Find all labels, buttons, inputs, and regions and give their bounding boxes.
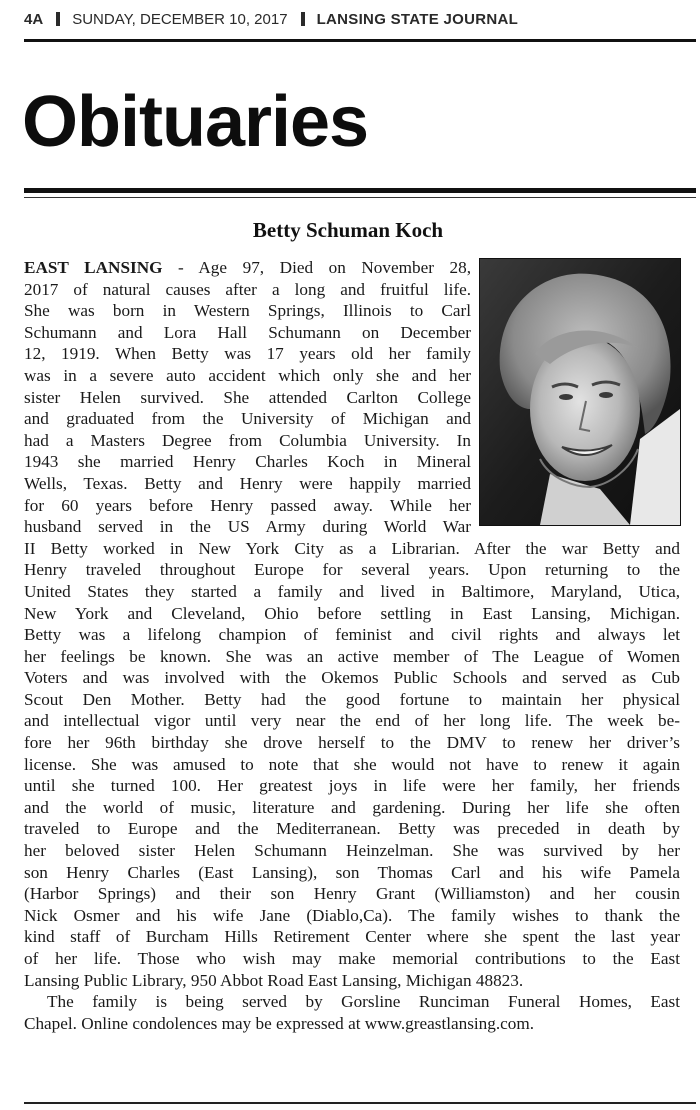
obituary-line: (Harbor Springs) and their son Henry Grant (Williamston) and her cousin (24, 884, 680, 904)
obituary-line: and the world of music, literature and gardening. During her life she often (24, 797, 680, 817)
bottom-rule (24, 1102, 696, 1104)
obituary-line: Chapel. Online condolences may be expressed at www.greastlansing.com. (24, 1013, 535, 1033)
obituary-line: until she turned 100. Her greatest joys in life were her family, her friends (24, 776, 680, 796)
obituary-line: and graduated from the University of Michigan and (24, 409, 471, 429)
obituary-line: Schumann and Lora Hall Schumann on December (24, 322, 471, 342)
obituary-line: was in a severe auto accident which only she and her (24, 365, 471, 385)
page-header (24, 8, 684, 30)
obituary-line: traveled to Europe and the Mediterranean. Betty was preceded in death by (24, 819, 680, 839)
obituary-line: 1943 she married Henry Charles Koch in Mineral (24, 452, 471, 472)
obituary-line: The family is being served by Gorsline Runciman Funeral Homes, East (47, 992, 680, 1012)
obituary-line: for 60 years before Henry passed away. While her (24, 495, 471, 515)
obituary-line: Nick Osmer and his wife Jane (Diablo,Ca). The family wishes to thank the (24, 905, 680, 925)
obituary-line: of her life. Those who wish may make memorial contributions to the East (24, 949, 680, 968)
obituary-line: and intellectual vigor until very near the end of her long life. The week be- (24, 711, 680, 731)
title-rule (24, 188, 696, 193)
obituary-line: Wells, Texas. Betty and Henry were happily married (24, 473, 471, 493)
dateline: EAST LANSING (24, 258, 163, 277)
obituary-line: She was born in Western Springs, Illinois to Carl (24, 301, 471, 321)
obituary-line: kind staff of Burcham Hills Retirement Center where she spent the last year (24, 927, 680, 947)
newspaper-name: LANSING STATE JOURNAL (316, 10, 519, 28)
obituary-line: son Henry Charles (East Lansing), son Thomas Carl and his wife Pamela (24, 862, 680, 882)
obituary-line: her feelings be known. She was an active member of The League of Women (24, 646, 680, 666)
obituary-line: EAST LANSING - Age 97, Died on November 28, (24, 258, 471, 277)
obituary-line: fore her 96th birthday she drove herself to the DMV to renew her driver’s (24, 733, 680, 753)
obituary-line: New York and Cleveland, Ohio before settling in East Lansing, Michigan. (24, 603, 680, 623)
obituary-line: her beloved sister Helen Schumann Heinzelman. She was survived by her (24, 841, 680, 861)
obituary-line: Scout Den Mother. Betty had the good fortune to maintain her physical (24, 689, 680, 709)
section-title: Obituaries (22, 82, 369, 162)
obituary-name: Betty Schuman Koch (252, 218, 444, 242)
obituary-line: Voters and was involved with the Okemos Public Schools and served as Cub (24, 668, 680, 688)
header-rule (24, 39, 696, 42)
page-number: 4A (24, 10, 44, 28)
obituary-line: 12, 1919. When Betty was 17 years old her family (24, 344, 471, 364)
obituary-line: husband served in the US Army during World War (24, 517, 471, 537)
publication-date: SUNDAY, DECEMBER 10, 2017 (72, 10, 288, 28)
obituary-line: license. She was amused to note that she would not have to renew it again (24, 754, 680, 774)
obituary-line: Henry traveled throughout Europe for several years. Upon returning to the (24, 560, 680, 580)
header-separator (301, 12, 305, 26)
obituary-line: had a Masters Degree from Columbia University. In (24, 430, 471, 450)
obituary-body (24, 257, 680, 1034)
obituary-line: Lansing Public Library, 950 Abbot Road East Lansing, Michigan 48823. (24, 970, 524, 990)
obituary-line: Betty was a lifelong champion of feminist and civil rights and always let (24, 625, 680, 645)
obituary-line: 2017 of natural causes after a long and fruitful life. (24, 279, 471, 299)
title-rule-thin (24, 197, 696, 198)
obituary-line: United States they started a family and lived in Baltimore, Maryland, Utica, (24, 581, 680, 601)
obituary-line: sister Helen survived. She attended Carlton College (24, 387, 471, 407)
obituary-line: II Betty worked in New York City as a Librarian. After the war Betty and (24, 538, 680, 558)
header-separator (56, 12, 60, 26)
